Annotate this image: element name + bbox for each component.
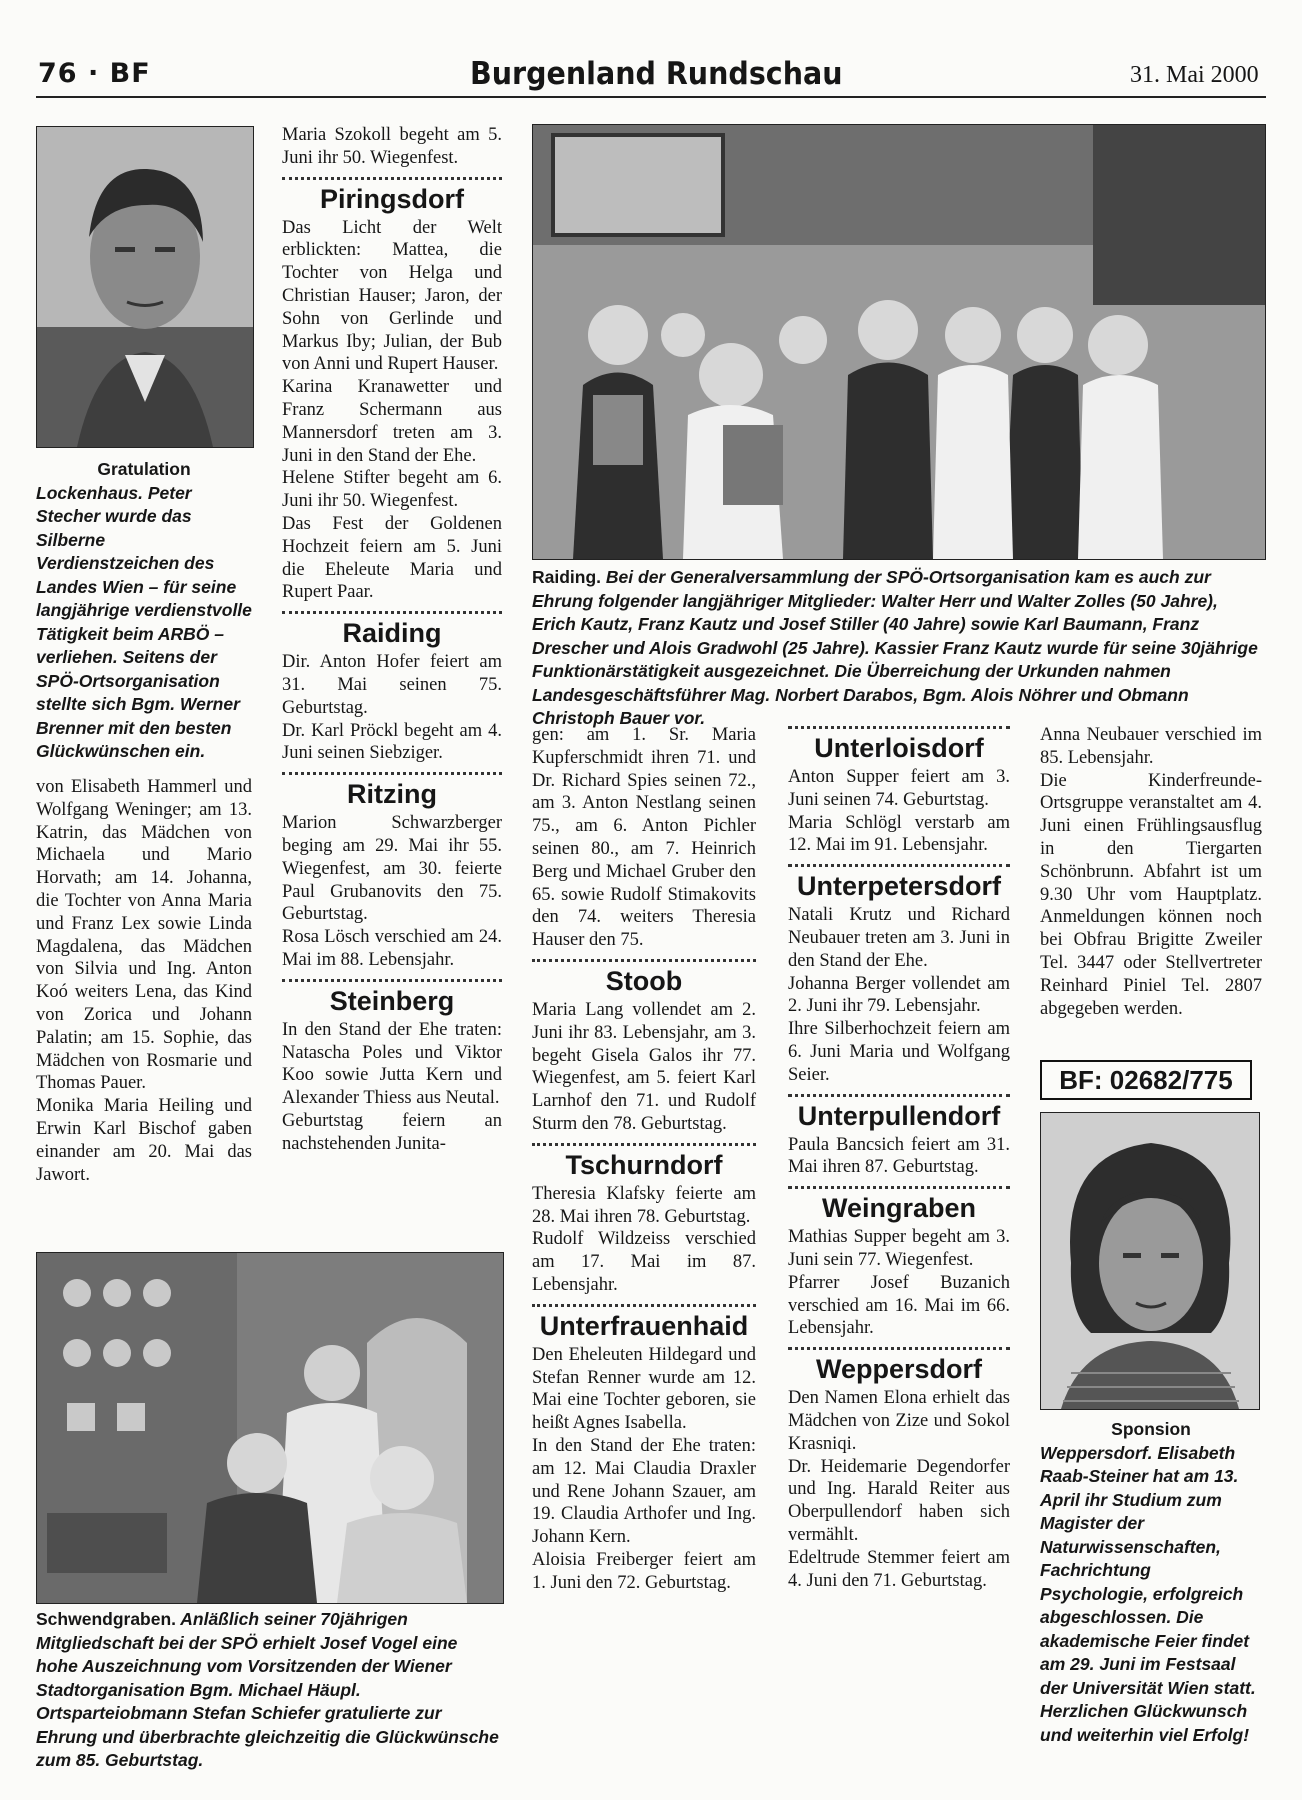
schwendgraben-caption (36, 1608, 502, 1773)
section-heading-steinberg: Steinberg (329, 985, 455, 1016)
news-paragraph: Ihre Silberhochzeit feiern am 6. Juni Maria und Wolfgang Seier. (788, 1019, 1010, 1085)
section-divider (788, 864, 1010, 867)
section-heading-tschurndorf: Tschurndorf (565, 1149, 723, 1180)
news-paragraph: In den Stand der Ehe traten: am 12. Mai Claudia Draxler und Rene Johann Szauer, am 19. Claudia Arthofer und Ing. Johann Kern. (532, 1435, 756, 1548)
sponsion-caption (1040, 1418, 1262, 1747)
sponsion-title: Sponsion (1111, 1419, 1191, 1439)
section-divider (788, 1186, 1010, 1189)
news-paragraph: Edeltrude Stemmer feiert am 4. Juni den 71. Geburtstag. (788, 1547, 1010, 1591)
column-1-text (36, 776, 252, 1186)
section-divider (788, 726, 1010, 729)
news-paragraph: Anna Neubauer verschied im 85. Lebensjahr. (1040, 725, 1262, 768)
news-paragraph: Aloisia Freiberger feiert am 1. Juni den 72. Geburtstag. (532, 1549, 756, 1593)
raiding-caption-text: Bei der Generalversammlung der SPÖ-Ortsorganisation kam es auch zur Ehrung folgender langjähriger Mitglieder: Walter Herr und Walter Zolles (50 Jahre), Erich Kautz, Franz Kautz und Josef Stiller (40 Jahre) sowie Karl Baumann, Franz Drescher und Alois Gradwohl (25 Jahre). Kassier Franz Kautz wurde für seine 30jährige Funktionärstätigkeit ausgezeichnet. Die Überreichung der Urkunden nahmen Landesgeschäftsführer Mag. Norbert Darabos, Bgm. Alois Nöhrer und Obmann Christoph Bauer vor. (532, 567, 1258, 728)
section-divider (282, 772, 502, 775)
news-paragraph: Das Licht der Welt erblickten: Mattea, die Tochter von Helga und Christian Hauser; Jaron, der Sohn von Gerlinde und Markus Iby; Julian, der Bub von Anni und Rupert Hauser. (282, 217, 502, 375)
news-paragraph: In den Stand der Ehe traten: Natascha Poles und Viktor Koo sowie Jutta Kern und Alexander Thiess aus Neutal. (282, 1019, 502, 1109)
news-paragraph: Marion Schwarzberger beging am 29. Mai ihr 55. Wiegenfest, am 30. feierte Paul Grubanovits den 75. Geburtstag. (282, 813, 502, 925)
header-rule (36, 96, 1266, 98)
news-paragraph: Dr. Karl Pröckl begeht am 4. Juni seinen Siebziger. (282, 720, 502, 764)
page-number-label: 76 · BF (38, 58, 151, 89)
news-paragraph: Den Namen Elona erhielt das Mädchen von Zize und Sokol Krasniqi. (788, 1388, 1010, 1454)
news-paragraph: Johanna Berger vollendet am 2. Juni ihr 79. Lebensjahr. (788, 973, 1010, 1017)
intro-paragraph: Maria Szokoll begeht am 5. Juni ihr 50. Wiegenfest. (282, 125, 502, 168)
column-4-text (788, 722, 1010, 1592)
section-divider (282, 979, 502, 982)
news-paragraph: Pfarrer Josef Buzanich verschied am 16. Mai im 66. Lebensjahr. (788, 1272, 1010, 1339)
section-heading-weingraben: Weingraben (821, 1193, 977, 1224)
phone-number-box: BF: 02682/775 (1040, 1060, 1252, 1100)
news-paragraph: Dr. Heidemarie Degendorfer und Ing. Harald Reiter aus Oberpullendorf haben sich vermählt. (788, 1456, 1010, 1545)
section-heading-unterloisdorf: Unterloisdorf (814, 733, 984, 763)
column-2-text (282, 124, 502, 1155)
section-heading-stoob: Stoob (605, 965, 683, 996)
column-3-text (532, 724, 756, 1595)
news-paragraph: Geburtstag feiern an nachstehenden Junita- (282, 1110, 502, 1154)
news-paragraph: Theresia Klafsky feierte am 28. Mai ihren 78. Geburtstag. (532, 1183, 756, 1227)
raiding-caption (532, 566, 1264, 731)
portrait-photo-stecher (36, 126, 254, 448)
column-5-text (1040, 724, 1262, 1020)
section-divider (532, 1304, 756, 1307)
news-paragraph: Die Kinderfreunde-Ortsgruppe veranstaltet am 4. Juni einen Frühlingsausflug in den Tiergarten Schönbrunn. Abfahrt ist um 9.30 Uhr vom Hauptplatz. Anmeldungen können noch bei Obfrau Brigitte Zweiler Tel. 3447 oder Stellvertreter Reinhard Piniel Tel. 2807 abgegeben werden. (1040, 770, 1262, 1019)
section-heading-unterpetersdorf: Unterpetersdorf (796, 871, 1002, 902)
portrait-photo-raab-steiner (1040, 1112, 1260, 1410)
news-paragraph: Karina Kranawetter und Franz Schermann aus Mannersdorf treten am 3. Juni in den Stand der Ehe. (282, 377, 502, 466)
news-paragraph: gen: am 1. Sr. Maria Kupferschmidt ihren 71. und Dr. Richard Spies seinen 72., am 3. Anton Nestlang seinen 75., am 6. Anton Pichler seinen 80., am 7. Heinrich Berg und Michael Gruber den 65. sowie Rudolf Stimakovits den 74. weiters Theresia Hauser den 75. (532, 725, 756, 951)
wedding-paragraph: Monika Maria Heiling und Erwin Karl Bischof gaben einander am 20. Mai das Jawort. (36, 1096, 252, 1185)
news-paragraph: Helene Stifter begeht am 6. Juni ihr 50. Wiegenfest. (282, 468, 502, 512)
gratulation-title: Gratulation (97, 459, 191, 479)
section-divider (788, 1094, 1010, 1097)
section-divider (282, 611, 502, 614)
section-divider (532, 1143, 756, 1146)
section-heading-unterfrauenhaid: Unterfrauenhaid (539, 1310, 749, 1341)
news-paragraph: Natali Krutz und Richard Neubauer treten am 3. Juni in den Stand der Ehe. (788, 905, 1010, 971)
news-paragraph: Maria Schlögl verstarb am 12. Mai im 91. Lebensjahr. (788, 812, 1010, 856)
section-divider (532, 959, 756, 962)
news-paragraph: Maria Lang vollendet am 2. Juni ihr 83. Lebensjahr, am 3. begeht Gisela Galos ihr 77. Wiegenfest, am 5. feiert Karl Larnhof den 71. und Rudolf Sturm den 78. Geburtstag. (532, 999, 756, 1134)
sponsion-text: Weppersdorf. Elisabeth Raab-Steiner hat am 13. April ihr Studium zum Magister der Naturwissenschaften, Fachrichtung Psychologie, erfolgreich abgeschlossen. Die akademische Feier findet am 29. Juni im Festsaal der Universität Wien statt. Herzlichen Glückwunsch und weiterhin viel Erfolg! (1040, 1442, 1256, 1745)
gratulation-text: Lockenhaus. Peter Stecher wurde das Silberne Verdienstzeichen des Landes Wien – für seine langjährige verdienstvolle Tätigkeit beim ARBÖ – verliehen. Seitens der SPÖ-Ortsorganisation stellte sich Bgm. Werner Brenner mit den besten Glückwünschen ein. (36, 482, 252, 761)
newspaper-title: Burgenland Rundschau (470, 56, 843, 92)
schwendgraben-photo (36, 1252, 504, 1604)
news-paragraph: Mathias Supper begeht am 3. Juni sein 77. Wiegenfest. (788, 1227, 1010, 1270)
gratulation-caption (36, 458, 252, 764)
raiding-group-photo (532, 124, 1266, 560)
section-heading-weppersdorf: Weppersdorf (815, 1354, 983, 1385)
issue-date: 31. Mai 2000 (1130, 62, 1259, 88)
news-paragraph: Paula Bancsich feiert am 31. Mai ihren 87. Geburtstag. (788, 1134, 1010, 1178)
section-heading-piringsdorf: Piringsdorf (319, 183, 464, 214)
raiding-caption-lead: Raiding. (532, 567, 602, 587)
news-paragraph: Das Fest der Goldenen Hochzeit feiern am 5. Juni die Eheleute Maria und Rupert Paar. (282, 513, 502, 603)
section-heading-raiding: Raiding (342, 618, 442, 649)
news-paragraph: Rosa Lösch verschied am 24. Mai im 88. Lebensjahr. (282, 927, 502, 970)
schwendgraben-caption-text: Anläßlich seiner 70jährigen Mitgliedschaft bei der SPÖ erhielt Josef Vogel eine hohe Auszeichnung vom Vorsitzenden der Wiener Stadtorganisation Bgm. Michael Häupl. Ortsparteiobmann Stefan Schiefer gratulierte zur Ehrung und überbrachte gleichzeitig die Glückwünsche zum 85. Geburtstag. (36, 1609, 499, 1770)
news-paragraph: Anton Supper feiert am 3. Juni seinen 74. Geburtstag. (788, 767, 1010, 810)
section-divider (282, 177, 502, 180)
schwendgraben-caption-lead: Schwendgraben. (36, 1609, 177, 1629)
section-heading-ritzing: Ritzing (347, 779, 437, 810)
section-divider (788, 1347, 1010, 1350)
news-paragraph: Dir. Anton Hofer feiert am 31. Mai seinen 75. Geburtstag. (282, 652, 502, 718)
section-heading-unterpullendorf: Unterpullendorf (797, 1100, 1001, 1131)
births-paragraph: von Elisabeth Hammerl und Wolfgang Weninger; am 13. Katrin, das Mädchen von Michaela und Mario Horvath; am 14. Johanna, die Tochter von Anna Maria und Franz Lex sowie Linda Magdalena, das Mädchen von Silvia und Ing. Anton Koó weiters Lena, das Kind von Zorica und Johann Palatin; am 15. Sophie, das Mädchen von Rosmarie und Thomas Pauer. (36, 777, 252, 1094)
news-paragraph: Rudolf Wildzeiss verschied am 17. Mai im 87. Lebensjahr. (532, 1229, 756, 1295)
news-paragraph: Den Eheleuten Hildegard und Stefan Renner wurde am 12. Mai eine Tochter geboren, sie heißt Agnes Isabella. (532, 1344, 756, 1434)
